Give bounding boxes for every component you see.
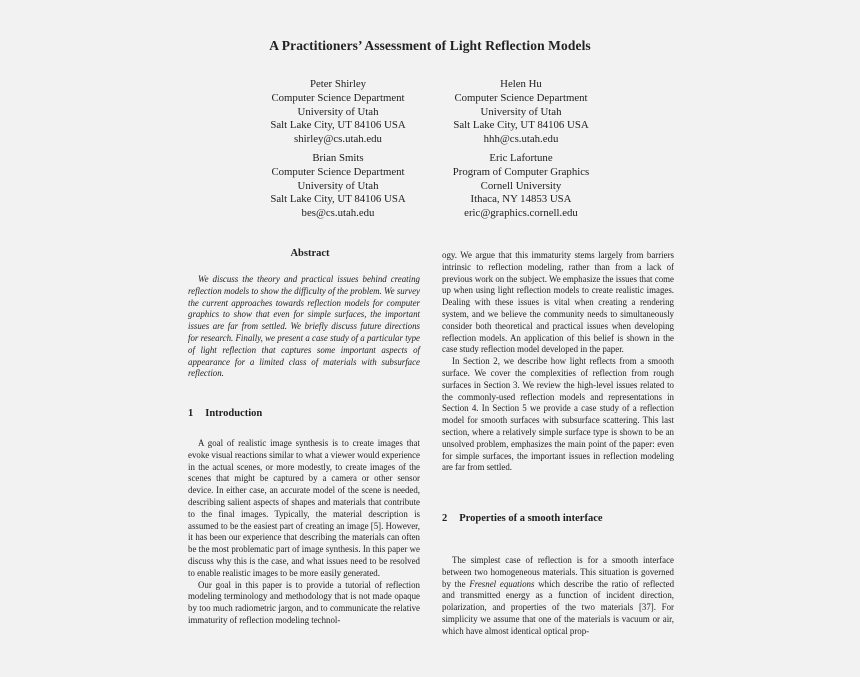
author-email[interactable]: bes@cs.utah.edu <box>301 207 375 220</box>
section-number: 1 <box>188 408 194 419</box>
author-org: Cornell University <box>480 179 562 192</box>
section-heading <box>188 408 262 419</box>
section-title: Properties of a smooth interface <box>459 513 603 524</box>
paragraph: A goal of realistic image synthesis is to create images that evoke visual reactions similar to what a viewer would experience in the actual scenes, or more modestly, to create images of the scenes that might be captured by a camera or other sensor device. In either case, an accurate model of the scene is needed, describing salient aspects of shapes and materials that contribute to the final images. Typically, the material description is assumed to be the easiest part of creating an image [5]. However, it has been our experience that describing the materials can often be the most problematic part of image synthesis. In this paper we discuss why this is the case, and what issues need to be resolved to enable realistic images to be more easily generated. <box>188 438 420 578</box>
text-run: The simplest case of reflection is for a smooth interface between two homogeneous materials. This situation is governed by the <box>442 555 674 589</box>
author-email[interactable]: shirley@cs.utah.edu <box>294 133 382 146</box>
author-dept: Computer Science Department <box>454 91 588 104</box>
paragraph: Our goal in this paper is to provide a tutorial of reflection modeling terminology and methodology that is not made opaque by too much radiometric jargon, and to communicate the relative immaturity of reflection modeling technol- <box>188 579 420 625</box>
left-column-body <box>188 438 420 627</box>
author-email[interactable]: hhh@cs.utah.edu <box>483 133 559 146</box>
author-block <box>411 152 631 221</box>
paper-title: A Practitioners’ Assessment of Light Reflection Models <box>269 38 591 53</box>
author-email[interactable]: eric@graphics.cornell.edu <box>464 207 578 220</box>
author-name: Brian Smits <box>312 152 364 164</box>
abstract-heading: Abstract <box>290 248 330 259</box>
text-run: which describe the ratio of reflected and transmitted energy as a function of incident direction, polarization, and properties of the two materials [37]. For simplicity we assume that one of the materials is vacuum or air, which have almost identical optical prop- <box>442 578 675 636</box>
section-heading <box>442 513 603 524</box>
author-address: Salt Lake City, UT 84106 USA <box>270 193 406 206</box>
author-address: Ithaca, NY 14853 USA <box>470 193 572 206</box>
right-column-body <box>442 250 674 474</box>
author-name: Eric Lafortune <box>489 152 553 164</box>
author-name: Peter Shirley <box>309 78 367 90</box>
abstract-text: We discuss the theory and practical issues behind creating reflection models to show the difficulty of the problem. We survey the current approaches towards reflection models for computer graphics to show that even for simple surfaces, the important issues are far from settled. We briefly discuss future directions for research. Finally, we present a case study of a particular type of light reflection that captures some important aspects of appearance for a limited class of materials with subsurface reflection. <box>188 274 420 379</box>
author-org: University of Utah <box>297 105 379 118</box>
author-address: Salt Lake City, UT 84106 USA <box>453 119 589 132</box>
author-address: Salt Lake City, UT 84106 USA <box>270 119 406 132</box>
author-org: University of Utah <box>297 179 379 192</box>
author-dept: Program of Computer Graphics <box>452 165 590 178</box>
author-dept: Computer Science Department <box>271 91 405 104</box>
paragraph: ogy. We argue that this immaturity stems largely from barriers intrinsic to reflection modeling, rather than from a lack of previous work on the subject. We emphasize the issues that come up when using light reflection models to create realistic images. Dealing with these issues is vital when creating a rendering system, and we believe the community needs to simultaneously consider both theoretical and practical issues when developing reflection models. An application of this belief is shown in the case study reflection model developed in the paper. <box>442 250 674 355</box>
section-number: 2 <box>442 513 448 524</box>
right-column-section2 <box>442 555 674 638</box>
author-block <box>411 78 631 147</box>
author-dept: Computer Science Department <box>271 165 405 178</box>
author-name: Helen Hu <box>500 78 542 90</box>
abstract-body <box>188 274 420 380</box>
emphasized-term: Fresnel equations <box>469 578 535 589</box>
paragraph: In Section 2, we describe how light reflects from a smooth surface. We cover the complexities of reflection from rough surfaces in Section 3. We review the high-level issues related to the commonly-used reflection models and representations in Section 4. In Section 5 we provide a case study of a reflection model for smooth surfaces with subsurface scattering. This last section, where a relatively simple surface type is shown to be an unsolved problem, emphasizes the main point of the paper: even for simple surfaces, the important issues in reflection modeling are far from settled. <box>442 356 674 473</box>
section-title: Introduction <box>205 408 263 419</box>
paragraph <box>442 555 674 638</box>
author-org: University of Utah <box>480 105 562 118</box>
